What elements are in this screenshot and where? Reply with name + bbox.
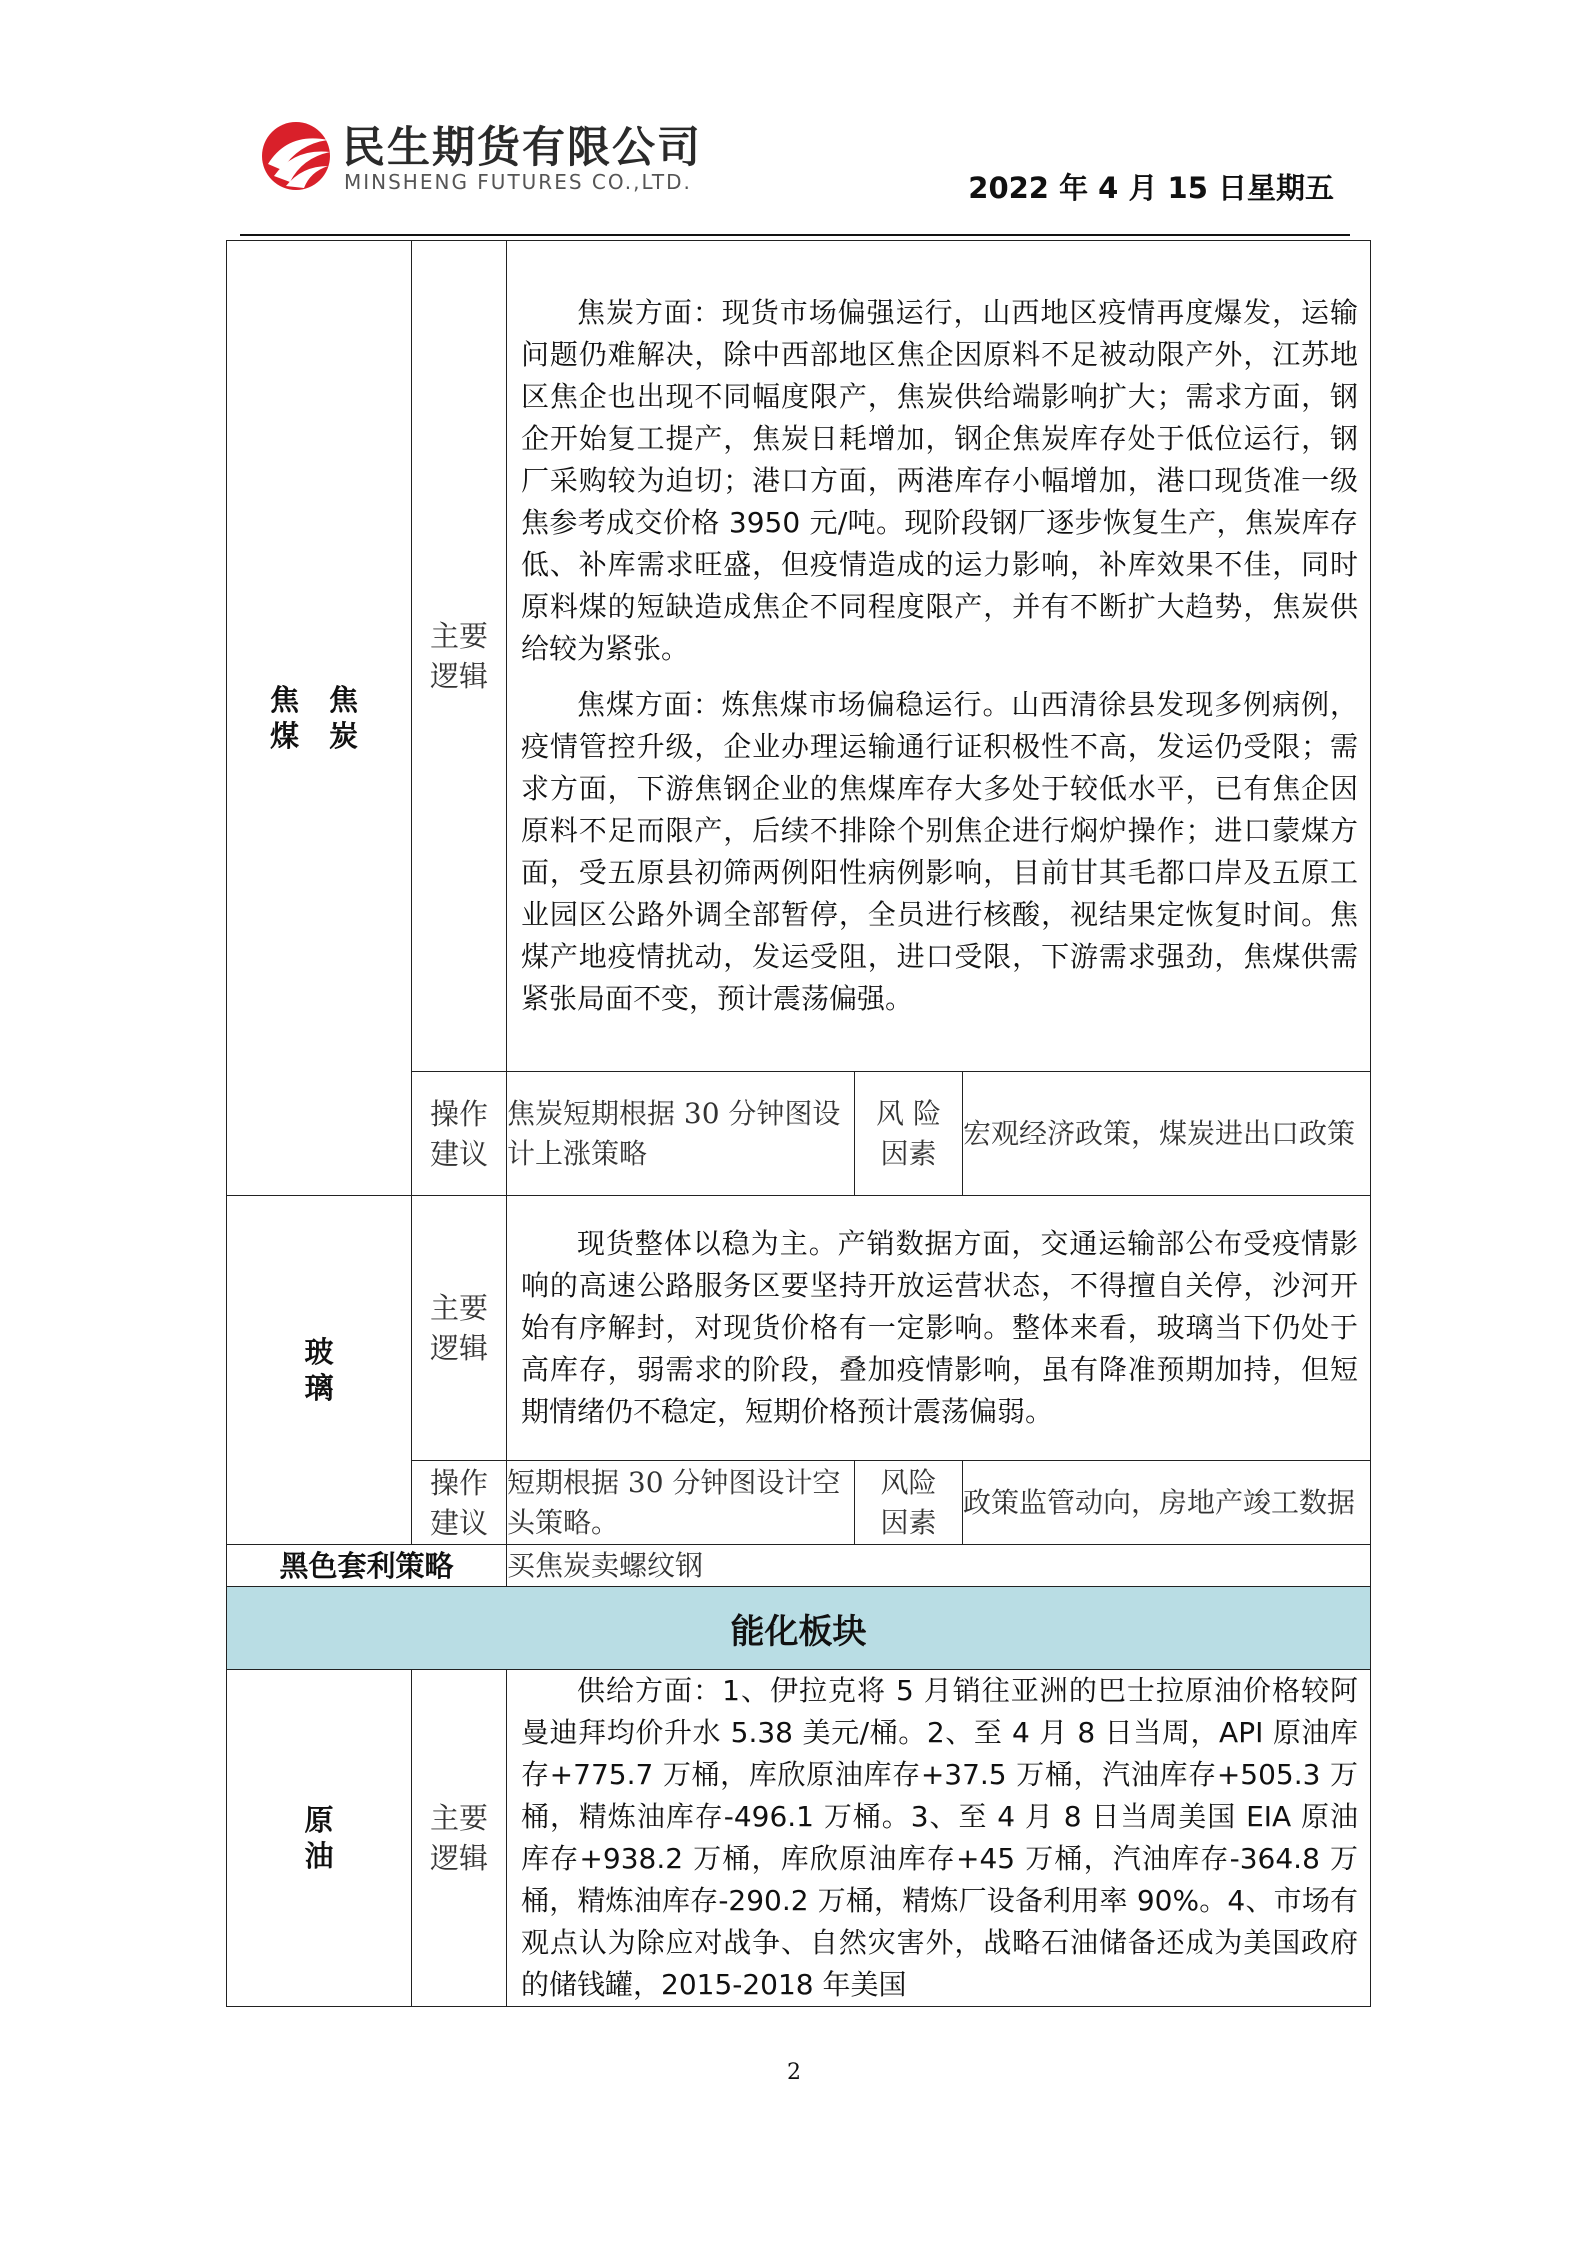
logic-label: 主要逻辑 bbox=[412, 241, 507, 1072]
header-divider bbox=[240, 234, 1350, 236]
glass-logic-cell bbox=[507, 1196, 1371, 1461]
coke-logic-cell bbox=[507, 241, 1371, 1072]
operation-label: 操作建议 bbox=[412, 1072, 507, 1196]
section-row bbox=[227, 1587, 1371, 1670]
risk-label: 风 险因素 bbox=[855, 1072, 963, 1196]
report-date: 2022 年 4 月 15 日星期五 bbox=[968, 171, 1334, 205]
crude-logic-row bbox=[227, 1670, 1371, 2007]
coke-risk-text: 宏观经济政策，煤炭进出口政策 bbox=[963, 1072, 1371, 1196]
product-coke-coal-line2: 煤 炭 bbox=[269, 719, 369, 753]
company-logo bbox=[258, 114, 728, 204]
glass-operation-text: 短期根据 30 分钟图设计空头策略。 bbox=[507, 1461, 855, 1545]
product-coke-coal bbox=[227, 241, 412, 1196]
company-name-en: MINSHENG FUTURES CO.,LTD. bbox=[344, 170, 692, 194]
arbitrage-row bbox=[227, 1545, 1371, 1587]
logic-label: 主要逻辑 bbox=[412, 1196, 507, 1461]
product-glass bbox=[227, 1196, 412, 1545]
coke-operation-text: 焦炭短期根据 30 分钟图设计上涨策略 bbox=[507, 1072, 855, 1196]
coal-logic-paragraph: 焦煤方面：炼焦煤市场偏稳运行。山西清徐县发现多例病例，疫情管控升级，企业办理运输通行证积极性不高，发运仍受限；需求方面，下游焦钢企业的焦煤库存大多处于较低水平，已有焦企因原料不足而限产，后续不排除个别焦企进行焖炉操作；进口蒙煤方面，受五原县初筛两例阳性病例影响，目前甘其毛都口岸及五原工业园区公路外调全部暂停，全员进行核酸，视结果定恢复时间。焦煤产地疫情扰动，发运受阻，进口受限，下游需求强劲，焦煤供需紧张局面不变，预计震荡偏强。 bbox=[521, 688, 1359, 1015]
glass-logic-row bbox=[227, 1196, 1371, 1461]
coke-logic-row bbox=[227, 241, 1371, 1072]
arbitrage-text: 买焦炭卖螺纹钢 bbox=[507, 1545, 1371, 1587]
section-title: 能化板块 bbox=[227, 1587, 1371, 1670]
company-name-cn: 民生期货有限公司 bbox=[342, 123, 702, 173]
product-glass-line1: 玻 bbox=[304, 1335, 334, 1369]
risk-label: 风险因素 bbox=[855, 1461, 963, 1545]
coke-logic-paragraph: 焦炭方面：现货市场偏强运行，山西地区疫情再度爆发，运输问题仍难解决，除中西部地区焦企因原料不足被动限产外，江苏地区焦企也出现不同幅度限产，焦炭供给端影响扩大；需求方面，钢企开始复工提产，焦炭日耗增加，钢企焦炭库存处于低位运行，钢厂采购较为迫切；港口方面，两港库存小幅增加，港口现货准一级焦参考成交价格 3950 元/吨。现阶段钢厂逐步恢复生产，焦炭库存低、补库需求旺盛，但疫情造成的运力影响，补库效果不佳，同时原料煤的短缺造成焦企不同程度限产，并有不断扩大趋势，焦炭供给较为紧张。 bbox=[521, 296, 1359, 665]
glass-risk-text: 政策监管动向，房地产竣工数据 bbox=[963, 1461, 1371, 1545]
product-crude bbox=[227, 1670, 412, 2007]
product-coke-coal-line1: 焦 焦 bbox=[269, 683, 369, 717]
product-glass-line2: 璃 bbox=[304, 1371, 334, 1405]
product-crude-line2: 油 bbox=[304, 1839, 334, 1873]
product-crude-line1: 原 bbox=[304, 1803, 334, 1837]
operation-label: 操作建议 bbox=[412, 1461, 507, 1545]
crude-logic-cell bbox=[507, 1670, 1371, 2007]
page-number: 2 bbox=[787, 2060, 801, 2085]
arbitrage-label: 黑色套利策略 bbox=[227, 1545, 507, 1587]
logic-label: 主要逻辑 bbox=[412, 1670, 507, 2007]
crude-logic-paragraph: 供给方面：1、伊拉克将 5 月销往亚洲的巴士拉原油价格较阿曼迪拜均价升水 5.38 美元/桶。2、至 4 月 8 日当周，API 原油库存+775.7 万桶，库欣原油库存+37.5 万桶，汽油库存+505.3 万桶，精炼油库存-496.1 万桶。3、至 4 月 8 日当周美国 EIA 原油库存+938.2 万桶，库欣原油库存+45 万桶，汽油库存-364.8 万桶，精炼油库存-290.2 万桶，精炼厂设备利用率 90%。4、市场有观点认为除应对战争、自然灾害外，战略石油储备还成为美国政府的储钱罐，2015-2018 年美国 bbox=[521, 1674, 1359, 2001]
glass-logic-paragraph: 现货整体以稳为主。产销数据方面，交通运输部公布受疫情影响的高速公路服务区要坚持开放运营状态，不得擅自关停，沙河开始有序解封，对现货价格有一定影响。整体来看，玻璃当下仍处于高库存，弱需求的阶段，叠加疫情影响，虽有降准预期加持，但短期情绪仍不稳定，短期价格预计震荡偏弱。 bbox=[521, 1227, 1359, 1428]
minsheng-logo-icon bbox=[258, 118, 334, 194]
report-table bbox=[226, 240, 1371, 2007]
